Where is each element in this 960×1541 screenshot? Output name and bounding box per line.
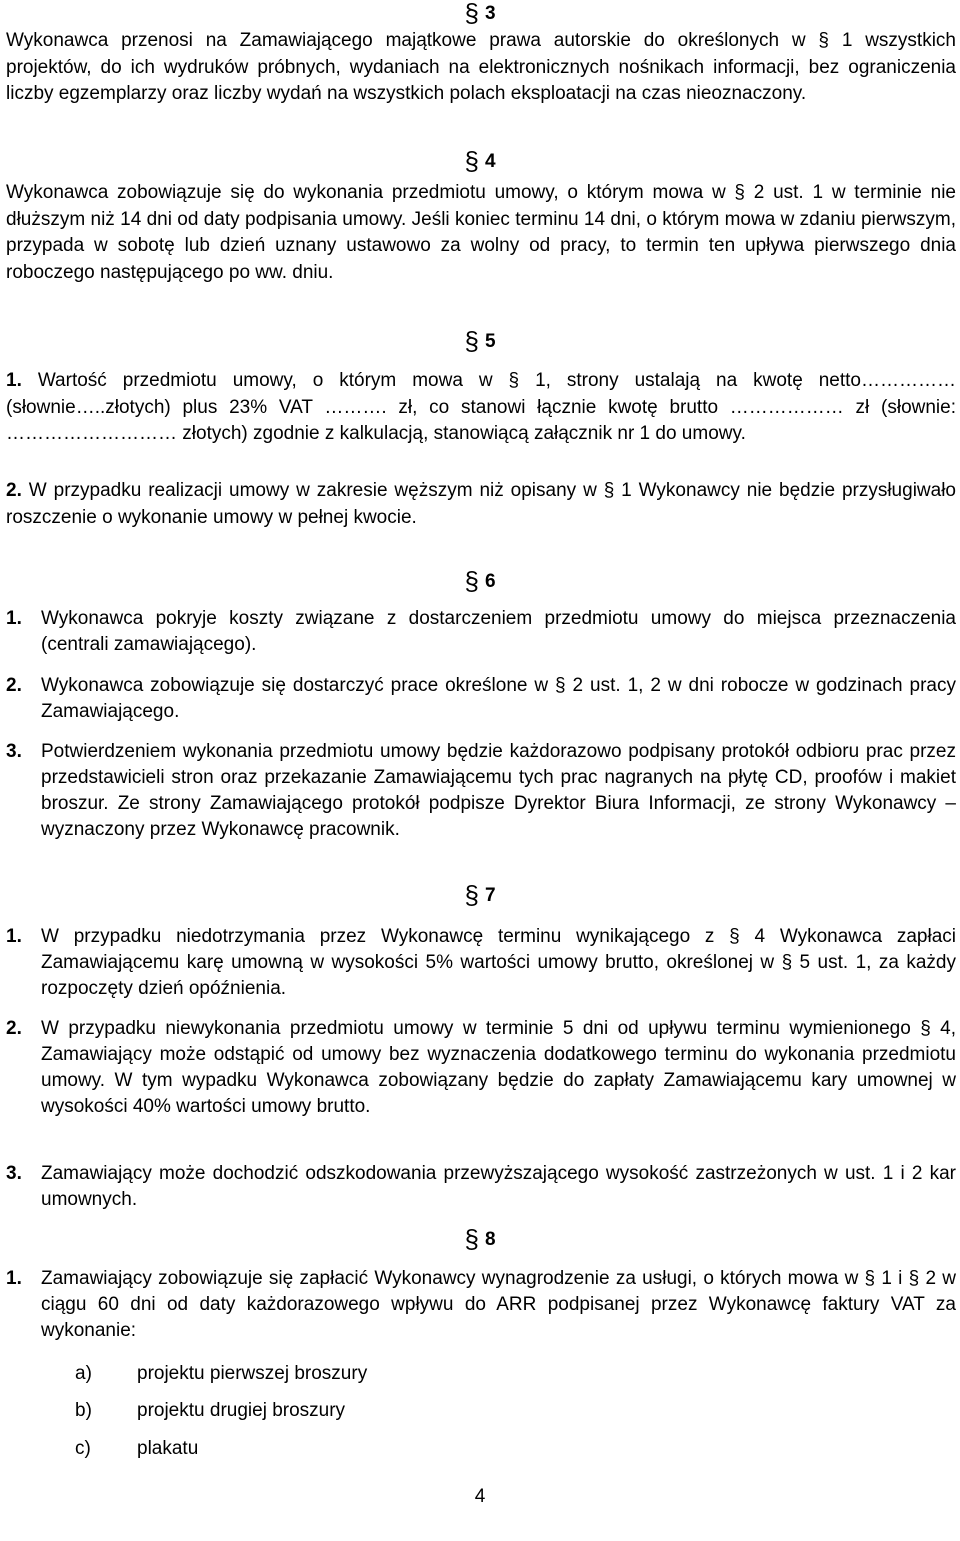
section-symbol: § <box>464 326 479 356</box>
section-heading-6: § 6 <box>464 566 496 596</box>
section-heading-4: § 4 <box>464 146 496 176</box>
page-number: 4 <box>474 1486 486 1507</box>
section-symbol: § <box>464 566 479 596</box>
section-4-paragraph: Wykonawca zobowiązuje się do wykonania przedmiotu umowy, o którym mowa w § 2 ust. 1 w terminie nie dłuższym niż 14 dni od daty podpisania umowy. Jeśli koniec terminu 14 dni, o którym mowa w zdaniu pierwszym, przypada w sobotę lub dzień uznany ustawowo za wolny od pracy, to termin ten upływa pierwszego dnia roboczego następującego po ww. dniu. <box>6 182 957 283</box>
section-symbol: § <box>464 146 479 176</box>
section-symbol: § <box>464 880 479 910</box>
section-heading-3: § 3 <box>464 0 496 28</box>
section-symbol: § <box>464 0 479 28</box>
section-3-paragraph: Wykonawca przenosi na Zamawiającego majątkowe prawa autorskie do określonych w § 1 wszystkich projektów, do ich wydruków próbnych, wydaniach na elektronicznych nośnikach informacji, bez ograniczenia liczby egzemplarzy oraz liczby wydań na wszystkich polach eksploatacji na czas nieoznaczony. <box>6 30 956 104</box>
list-item: a) projektu pierwszej broszury <box>75 1363 368 1384</box>
section-5-point-1: 1. Wartość przedmiotu umowy, o którym mowa w § 1, strony ustalają na kwotę netto……………(słownie…..złotych) plus 23% VAT ………. zł, co stanowi łącznie kwotę brutto ……………… zł (słownie: ……………………… złotych) zgodnie z kalkulacją, stanowiącą załącznik nr 1 do umowy. <box>6 370 956 444</box>
section-5-point-2: 2. W przypadku realizacji umowy w zakresie węższym niż opisany w § 1 Wykonawcy nie będzie przysługiwało roszczenie o wykonanie umowy w pełnej kwocie. <box>6 480 956 528</box>
section-symbol: § <box>464 1224 479 1254</box>
section-heading-8: § 8 <box>464 1224 496 1254</box>
list-item: c) plakatu <box>75 1438 199 1459</box>
section-heading-7: § 7 <box>464 880 496 910</box>
section-heading-5: § 5 <box>464 326 496 356</box>
list-item: b) projektu drugiej broszury <box>75 1400 346 1421</box>
